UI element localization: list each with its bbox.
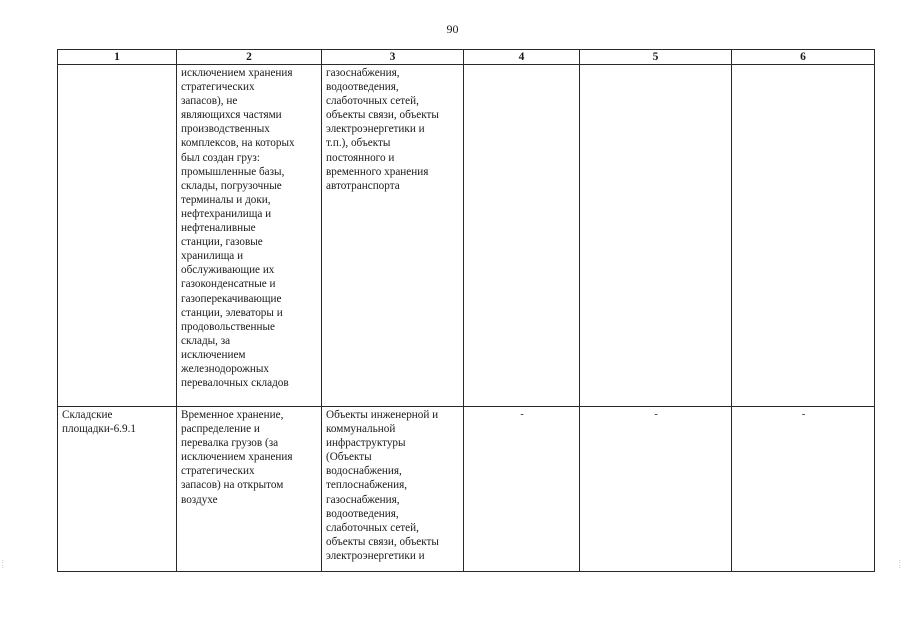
- column-header-2: 2: [177, 50, 322, 65]
- cell-col5: -: [580, 407, 732, 572]
- cell-auxiliary-uses: газоснабжения, водоотведения, слаботочных сетей, объекты связи, объекты электроэнергетики и т.п.), объекты постоянного и временного хранения автотранспорта: [322, 65, 464, 407]
- page-number: 90: [446, 22, 459, 36]
- cell-col6: -: [732, 407, 875, 572]
- column-header-5: 5: [580, 50, 732, 65]
- cell-col4: [464, 65, 580, 407]
- cell-use-description: исключением хранения стратегических запасов), не являющихся частями производственных комплексов, на которых был создан груз: промышленные базы, склады, погрузочные терминалы и доки, нефтехранилища и нефтеналивные станции, газовые хранилища и обслуживающие их газоконденсатные и газоперекачивающие станции, элеваторы и продовольственные склады, за исключением железнодорожных перевалочных складов: [177, 65, 322, 407]
- table-row: [58, 407, 875, 572]
- zoning-table: [57, 49, 875, 572]
- cell-auxiliary-uses: Объекты инженерной и коммунальной инфраструктуры (Объекты водоснабжения, теплоснабжения, газоснабжения, водоотведения, слаботочных сетей, объекты связи, объекты электроэнергетики и: [322, 407, 464, 572]
- column-header-3: 3: [322, 50, 464, 65]
- cell-use-name: Складские площадки-6.9.1: [58, 407, 177, 572]
- cell-col4: -: [464, 407, 580, 572]
- column-header-6: 6: [732, 50, 875, 65]
- scan-edge-mark-left: : :: [2, 559, 4, 570]
- table-row: [58, 65, 875, 407]
- scan-edge-mark-right: : :: [899, 559, 901, 570]
- cell-col5: [580, 65, 732, 407]
- cell-col6: [732, 65, 875, 407]
- column-header-4: 4: [464, 50, 580, 65]
- column-header-1: 1: [58, 50, 177, 65]
- cell-use-description: Временное хранение, распределение и перевалка грузов (за исключением хранения стратегических запасов) на открытом воздухе: [177, 407, 322, 572]
- cell-use-name: [58, 65, 177, 407]
- table-header-row: [58, 50, 875, 65]
